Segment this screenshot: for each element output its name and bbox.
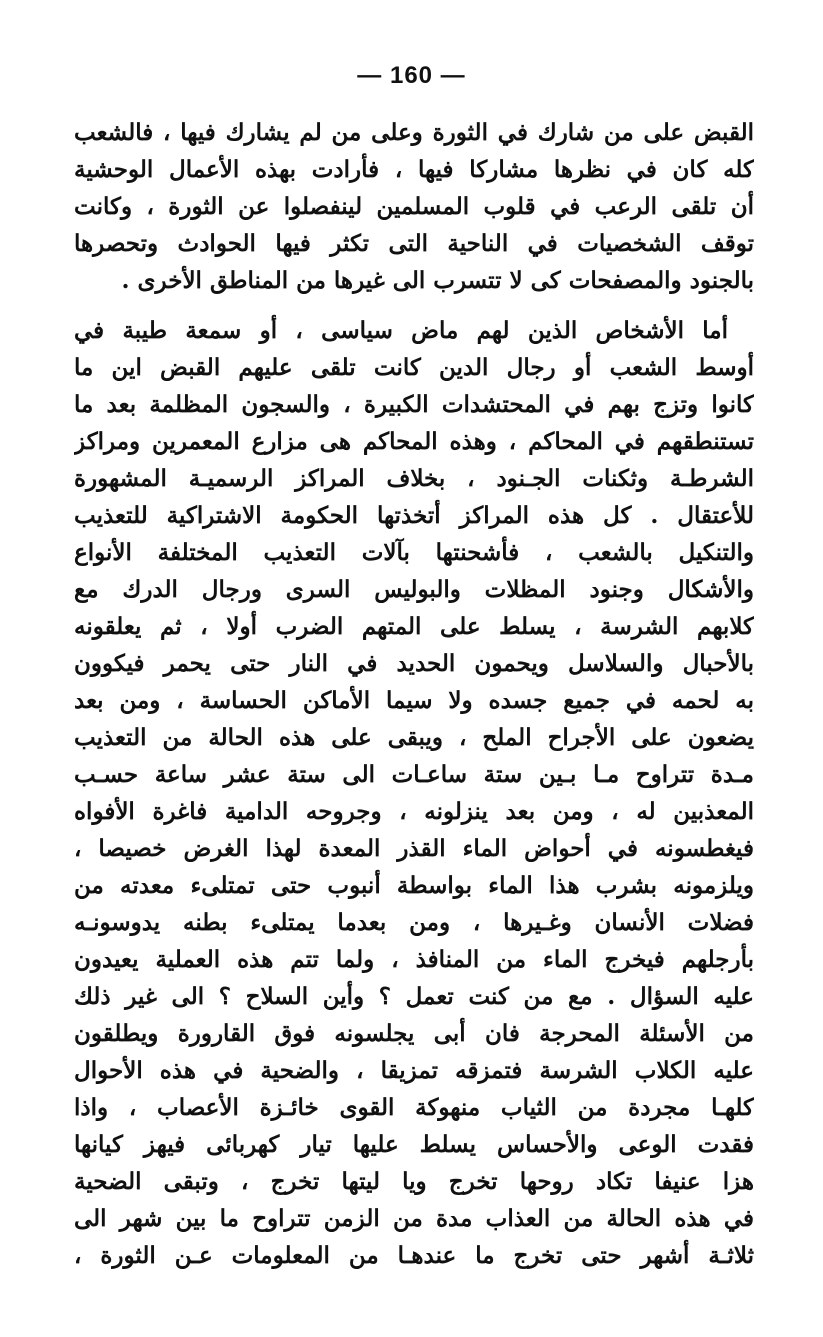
text-line: ويلزمونه بشرب هذا الماء بواسطة أنبوب حتى تمتلىء معدته من: [74, 872, 754, 899]
text-line: أن تلقى الرعب في قلوب المسلمين لينفصلوا عن الثورة ، وكانت: [74, 193, 754, 220]
text-line: المعذبين له ، ومن بعد ينزلونه ، وجروحه الدامية فاغرة الأفواه: [74, 798, 754, 825]
text-line: كلهـا مجردة من الثياب منهوكة القوى خائـزة الأعصاب ، واذا: [74, 1094, 754, 1121]
text-line: والتنكيل بالشعب ، فأشحنتها بآلات التعذيب المختلفة الأنواع: [74, 539, 754, 566]
text-line: بأرجلهم فيخرج الماء من المنافذ ، ولما تتم هذه العملية يعيدون: [74, 946, 754, 973]
text-line: في هذه الحالة من العذاب مدة من الزمن تتراوح ما بين شهر الى: [74, 1205, 754, 1232]
paragraph-1: [74, 114, 754, 299]
text-line: كلابهم الشرسة ، يسلط على المتهم الضرب أولا ، ثم يعلقونه: [74, 613, 754, 640]
text-line: ثلاثـة أشهر حتى تخرج ما عندهـا من المعلومات عـن الثورة ،: [74, 1242, 754, 1269]
text-line: يضعون على الأجراح الملح ، ويبقى على هذه الحالة من التعذيب: [74, 724, 754, 751]
text-line: فضلات الأنسان وغـيرها ، ومن بعدما يمتلىء بطنه يدوسونـه: [74, 909, 754, 936]
text-line: كانوا وتزج بهم في المحتشدات الكبيرة ، والسجون المظلمة بعد ما: [74, 391, 754, 418]
text-line: فقدت الوعى والأحساس يسلط عليها تيار كهربائى فيهز كيانها: [74, 1131, 754, 1158]
text-line: تستنطقهم في المحاكم ، وهذه المحاكم هى مزارع المعمرين ومراكز: [74, 428, 754, 455]
text-line: عليه الكلاب الشرسة فتمزقه تمزيقا ، والضحية في هذه الأحوال: [74, 1057, 754, 1084]
text-line: أوسط الشعب أو رجال الدين كانت تلقى عليهم القبض اين ما: [74, 354, 754, 381]
text-line: كله كان في نظرها مشاركا فيها ، فأرادت بهذه الأعمال الوحشية: [74, 156, 754, 183]
text-line: من الأسئلة المحرجة فان أبى يجلسونه فوق القارورة ويطلقون: [74, 1020, 754, 1047]
text-line: القبض على من شارك في الثورة وعلى من لم يشارك فيها ، فالشعب: [74, 119, 754, 146]
text-line: هزا عنيفا تكاد روحها تخرج ويا ليتها تخرج ، وتبقى الضحية: [74, 1168, 754, 1195]
page-number: — 160 —: [357, 62, 466, 89]
text-line: والأشكال وجنود المظلات والبوليس السرى ورجال الدرك مع: [74, 576, 754, 603]
text-line: الشرطـة وثكنات الجـنود ، بخلاف المراكز الرسميـة المشهورة: [74, 465, 754, 492]
text-line: للأعتقال . كل هذه المراكز أتخذتها الحكومة الاشتراكية للتعذيب: [74, 502, 754, 529]
text-line: عليه السؤال . مع من كنت تعمل ؟ وأين السلاح ؟ الى غير ذلك: [74, 983, 754, 1010]
text-line: به لحمه في جميع جسده ولا سيما الأماكن الحساسة ، ومن بعد: [74, 687, 754, 714]
text-line: مـدة تتراوح مـا بـين ستة ساعـات الى ستة عشر ساعة حسـب: [74, 761, 754, 788]
paragraph-2: [74, 312, 754, 1274]
text-line: بالجنود والمصفحات كى لا تتسرب الى غيرها من المناطق الأخرى .: [121, 267, 754, 294]
text-line: بالأحبال والسلاسل ويحمون الحديد في النار حتى يحمر فيكوون: [74, 650, 754, 677]
text-line: أما الأشخاص الذين لهم ماض سياسى ، أو سمعة طيبة في: [74, 317, 728, 344]
text-line: فيغطسونه في أحواض الماء القذر المعدة لهذا الغرض خصيصا ،: [74, 835, 754, 862]
text-line: توقف الشخصيات في الناحية التى تكثر فيها الحوادث وتحصرها: [74, 230, 754, 257]
